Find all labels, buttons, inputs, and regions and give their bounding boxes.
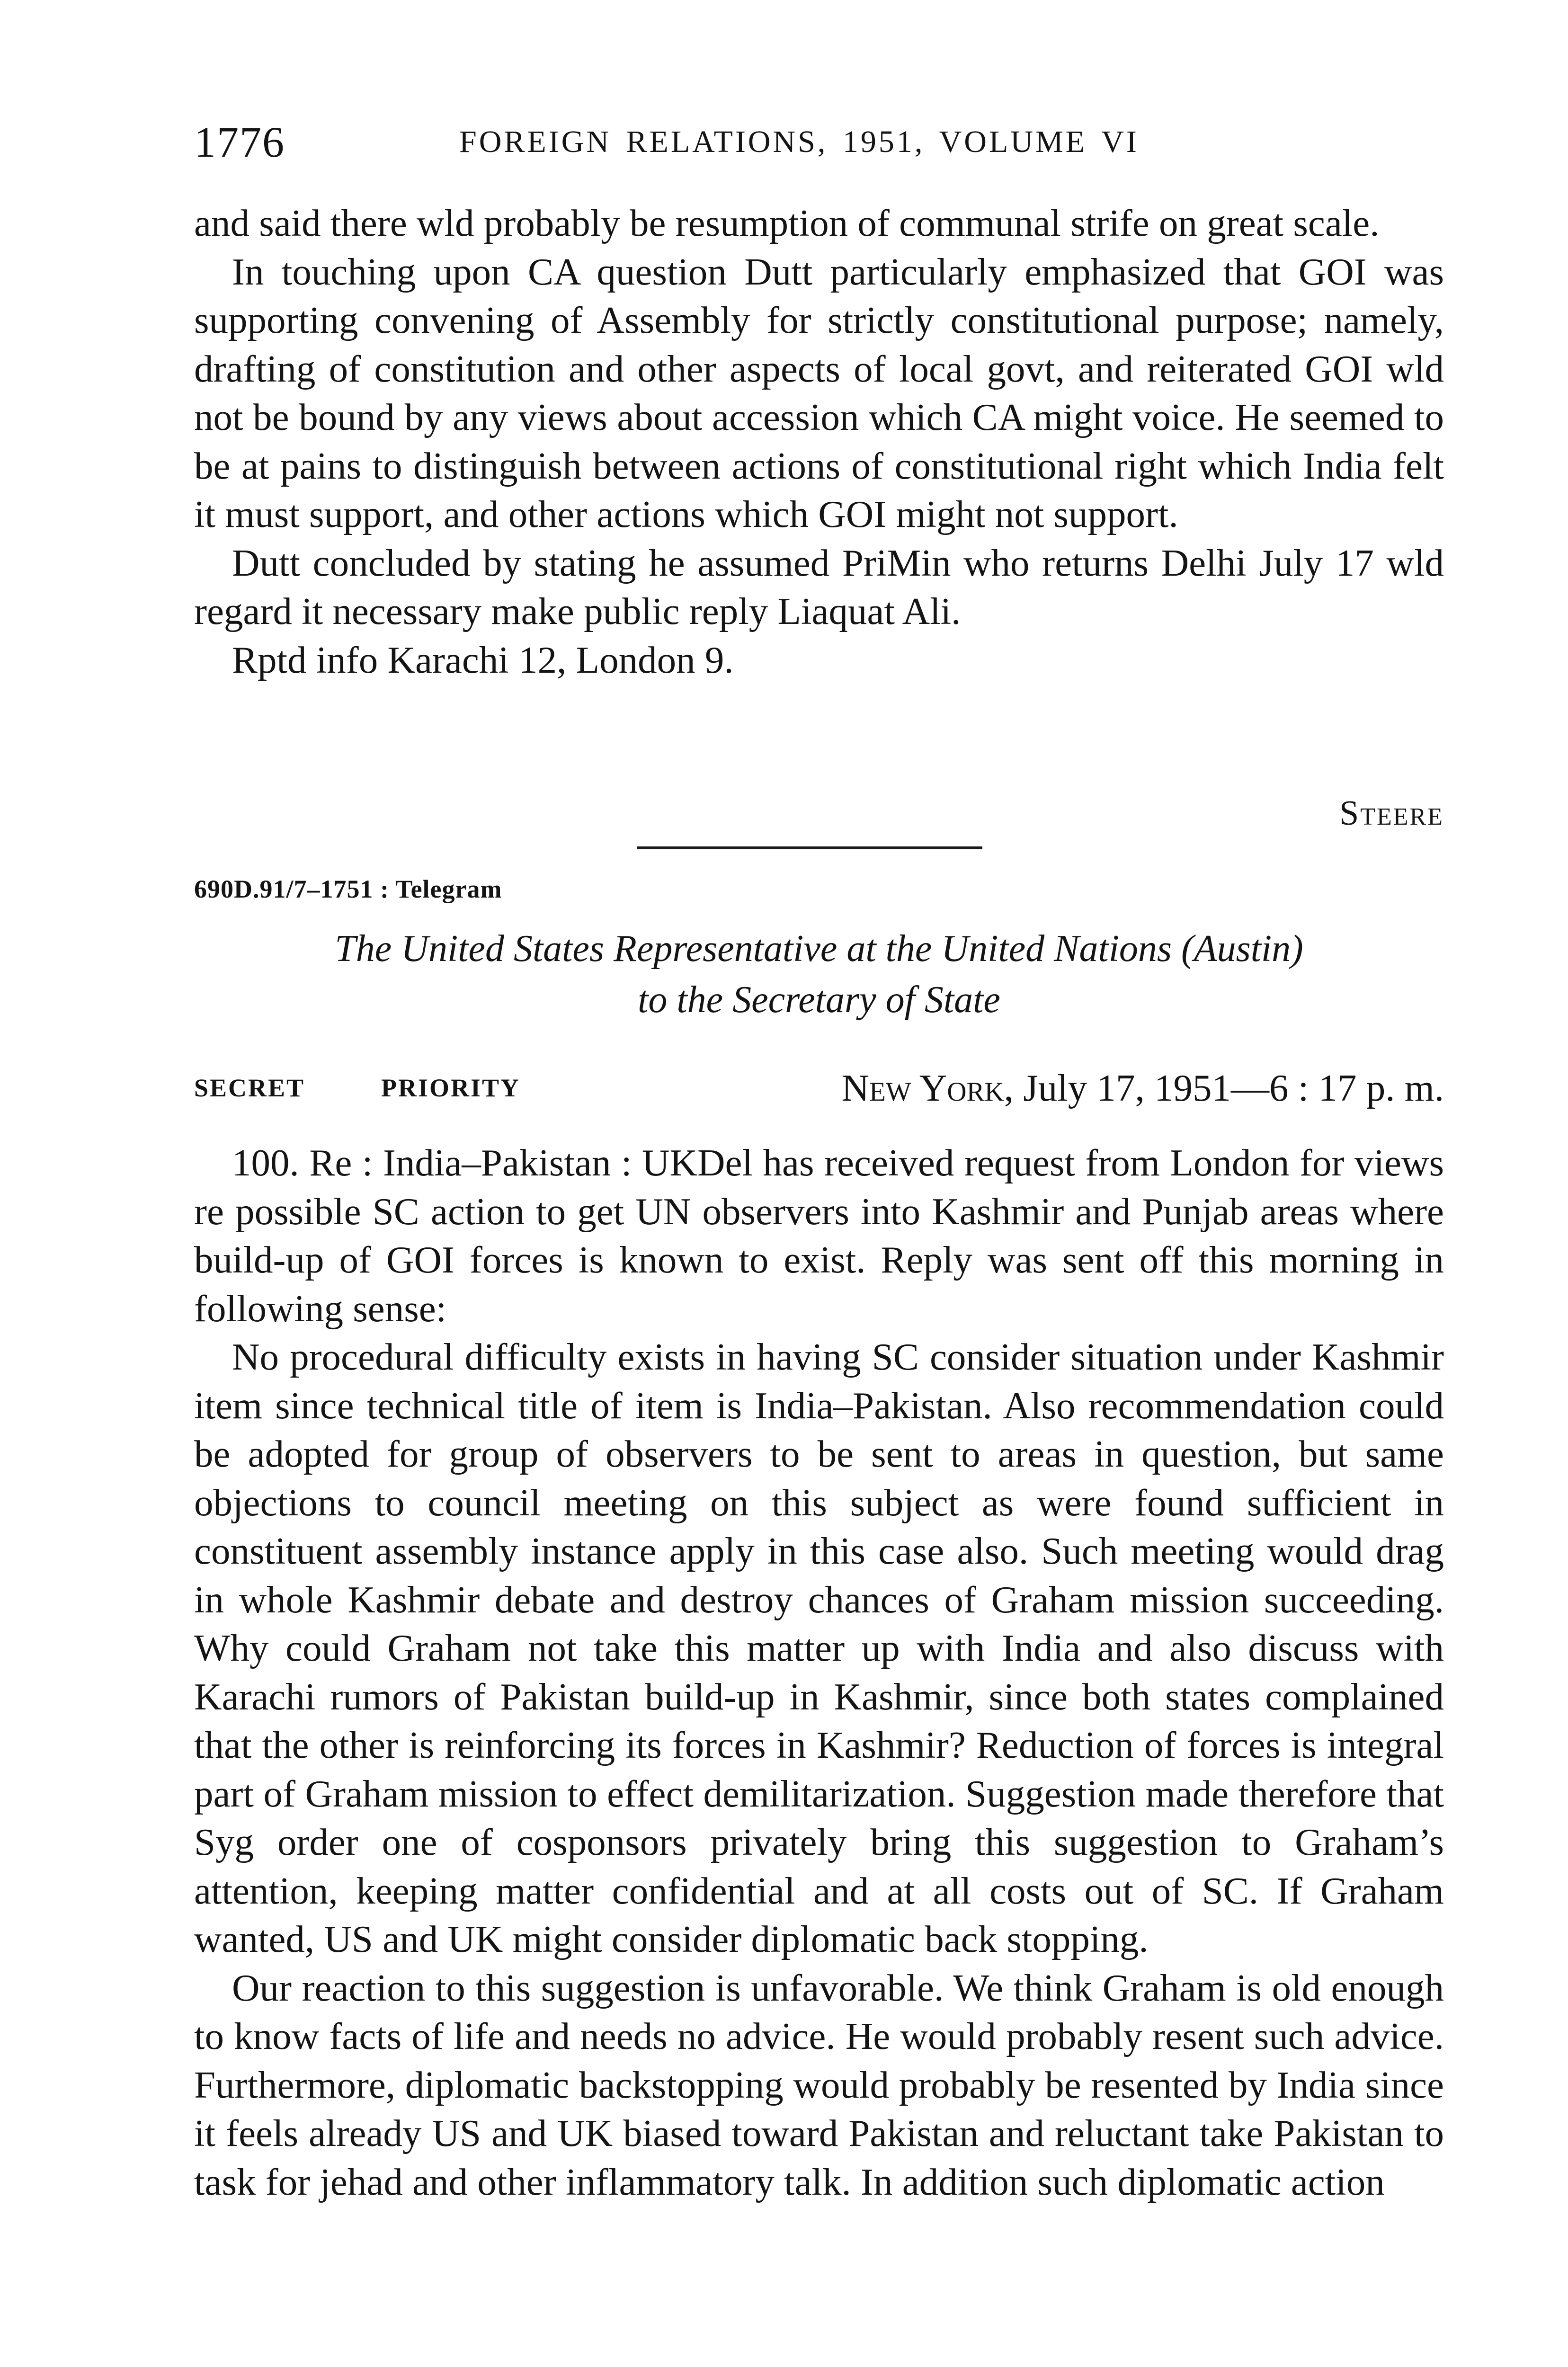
document-title-line: to the Secretary of State — [638, 979, 1000, 1021]
page-header — [194, 111, 1444, 173]
running-title: FOREIGN RELATIONS, 1951, VOLUME VI — [459, 125, 1139, 159]
classification-label: SECRET — [194, 1074, 305, 1102]
telegram-meta — [194, 1062, 1444, 1114]
page-number: 1776 — [194, 118, 285, 166]
previous-telegram-body — [194, 199, 1444, 684]
body-paragraph: No procedural difficulty exists in having SC consider situation under Kashmir item since technical title of item is India–Pakistan. Also recommendation could be adopted for group of observers to be sent to areas in question, but same objections to council meeting on this subject as were found sufficient in constituent assembly instance apply in this case also. Such meeting would drag in whole Kashmir debate and destroy chances of Graham mission succeeding. Why could Graham not take this matter up with India and also discuss with Karachi rumors of Pakistan build-up in Kashmir, since both states complained that the other is reinforcing its forces in Kashmir? Reduction of forces is integral part of Graham mission to effect demilitarization. Suggestion made therefore that Syg order one of cosponsors privately bring this suggestion to Graham’s attention, keeping matter confidential and at all costs out of SC. If Graham wanted, US and UK might consider diplomatic back stopping. — [194, 1335, 1444, 1960]
file-reference: 690D.91/7–1751 : Telegram — [194, 875, 502, 903]
signature: Steere — [1339, 794, 1444, 833]
dateline — [842, 1062, 1444, 1114]
telegram-body — [194, 1139, 1444, 2206]
body-paragraph: 100. Re : India–Pakistan : UKDel has received request from London for views re possible SC action to get UN observers into Kashmir and Punjab areas where build-up of GOI forces is known to exist. Reply was sent off this morning in following sense: — [194, 1141, 1444, 1330]
dateline-place: New York — [841, 1067, 1004, 1109]
document-title — [194, 923, 1444, 1025]
document-title-line: The United States Representative at the United Nations (Austin) — [335, 928, 1303, 970]
body-paragraph: Dutt concluded by stating he assumed PriMin who returns Delhi July 17 wld regard it necessary make public reply Liaquat Ali. — [194, 541, 1444, 632]
body-paragraph: Rptd info Karachi 12, London 9. — [232, 638, 734, 681]
body-paragraph: In touching upon CA question Dutt particularly emphasized that GOI was supporting convening of Assembly for strictly constitutional purpose; namely, drafting of constitution and other aspects of local govt, and reiterated GOI wld not be bound by any views about accession which CA might voice. He seemed to be at pains to distinguish between actions of constitutional right which India felt it must support, and other actions which GOI might not support. — [194, 250, 1444, 535]
precedence-label: PRIORITY — [381, 1074, 521, 1102]
body-paragraph: and said there wld probably be resumption of communal strife on great scale. — [194, 202, 1380, 244]
section-divider — [637, 846, 982, 849]
dateline-date: , July 17, 1951—6 : 17 p. m. — [1004, 1067, 1444, 1109]
body-paragraph: Our reaction to this suggestion is unfavorable. We think Graham is old enough to know facts of life and needs no advice. He would probably resent such advice. Furthermore, diplomatic backstopping would probably be resented by India since it feels already US and UK biased toward Pakistan and reluctant take Pakistan to task for jehad and other inflammatory talk. In addition such diplomatic action — [194, 1966, 1444, 2203]
